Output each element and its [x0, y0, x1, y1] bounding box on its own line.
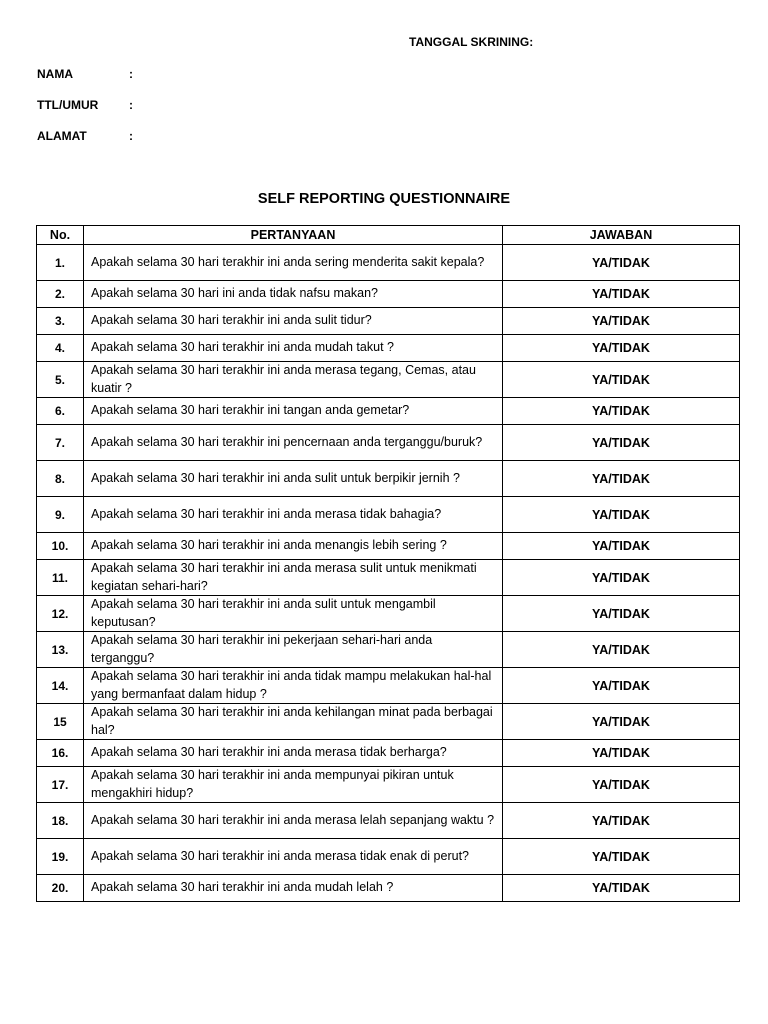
row-answer: YA/TIDAK: [503, 668, 740, 704]
row-answer: YA/TIDAK: [503, 740, 740, 767]
row-number: 5.: [37, 362, 84, 398]
row-number: 20.: [37, 875, 84, 902]
table-row: [37, 839, 740, 875]
table-row: [37, 533, 740, 560]
row-question: Apakah selama 30 hari terakhir ini anda sering menderita sakit kepala?: [84, 245, 503, 281]
questionnaire-table: [36, 225, 740, 902]
row-answer: YA/TIDAK: [503, 335, 740, 362]
row-answer: YA/TIDAK: [503, 632, 740, 668]
screening-date-label: TANGGAL SKRINING:: [409, 35, 534, 49]
row-answer: YA/TIDAK: [503, 497, 740, 533]
birth-age-field-label: TTL/UMUR: [37, 98, 99, 112]
birth-age-field: [37, 98, 133, 112]
table-row: [37, 335, 740, 362]
row-number: 2.: [37, 281, 84, 308]
birth-age-field-separator: :: [129, 98, 133, 112]
row-number: 8.: [37, 461, 84, 497]
row-question: Apakah selama 30 hari terakhir ini anda merasa sulit untuk menikmati kegiatan sehari-hari?: [84, 560, 503, 596]
row-question: Apakah selama 30 hari terakhir ini anda mudah lelah ?: [84, 875, 503, 902]
table-row: [37, 308, 740, 335]
column-header-question: PERTANYAAN: [84, 226, 503, 245]
table-row: [37, 668, 740, 704]
row-answer: YA/TIDAK: [503, 803, 740, 839]
row-question: Apakah selama 30 hari terakhir ini anda merasa lelah sepanjang waktu ?: [84, 803, 503, 839]
table-row: [37, 362, 740, 398]
row-question: Apakah selama 30 hari terakhir ini pekerjaan sehari-hari anda terganggu?: [84, 632, 503, 668]
row-answer: YA/TIDAK: [503, 839, 740, 875]
row-number: 17.: [37, 767, 84, 803]
row-question: Apakah selama 30 hari terakhir ini anda sulit untuk berpikir jernih ?: [84, 461, 503, 497]
table-row: [37, 875, 740, 902]
table-row: [37, 596, 740, 632]
row-answer: YA/TIDAK: [503, 704, 740, 740]
name-field-separator: :: [129, 67, 133, 81]
row-answer: YA/TIDAK: [503, 767, 740, 803]
name-field: [37, 67, 133, 81]
row-answer: YA/TIDAK: [503, 875, 740, 902]
row-number: 4.: [37, 335, 84, 362]
row-answer: YA/TIDAK: [503, 560, 740, 596]
row-question: Apakah selama 30 hari terakhir ini anda sulit untuk mengambil keputusan?: [84, 596, 503, 632]
row-number: 11.: [37, 560, 84, 596]
row-number: 14.: [37, 668, 84, 704]
name-field-label: NAMA: [37, 67, 73, 81]
row-question: Apakah selama 30 hari terakhir ini anda merasa tegang, Cemas, atau kuatir ?: [84, 362, 503, 398]
row-answer: YA/TIDAK: [503, 362, 740, 398]
table-row: [37, 497, 740, 533]
table-row: [37, 632, 740, 668]
row-question: Apakah selama 30 hari terakhir ini pencernaan anda terganggu/buruk?: [84, 425, 503, 461]
row-number: 9.: [37, 497, 84, 533]
row-answer: YA/TIDAK: [503, 596, 740, 632]
table-row: [37, 704, 740, 740]
table-row: [37, 281, 740, 308]
address-field-separator: :: [129, 129, 133, 143]
row-number: 19.: [37, 839, 84, 875]
row-question: Apakah selama 30 hari terakhir ini anda merasa tidak bahagia?: [84, 497, 503, 533]
column-header-no: No.: [37, 226, 84, 245]
row-question: Apakah selama 30 hari terakhir ini anda merasa tidak enak di perut?: [84, 839, 503, 875]
table-row: [37, 425, 740, 461]
table-row: [37, 740, 740, 767]
row-number: 18.: [37, 803, 84, 839]
row-number: 10.: [37, 533, 84, 560]
row-question: Apakah selama 30 hari ini anda tidak nafsu makan?: [84, 281, 503, 308]
row-answer: YA/TIDAK: [503, 533, 740, 560]
table-row: [37, 560, 740, 596]
row-question: Apakah selama 30 hari terakhir ini anda merasa tidak berharga?: [84, 740, 503, 767]
table-row: [37, 245, 740, 281]
table-row: [37, 398, 740, 425]
row-number: 6.: [37, 398, 84, 425]
row-number: 7.: [37, 425, 84, 461]
row-number: 16.: [37, 740, 84, 767]
row-question: Apakah selama 30 hari terakhir ini anda mudah takut ?: [84, 335, 503, 362]
row-question: Apakah selama 30 hari terakhir ini anda mempunyai pikiran untuk mengakhiri hidup?: [84, 767, 503, 803]
row-answer: YA/TIDAK: [503, 425, 740, 461]
table-row: [37, 803, 740, 839]
column-header-answer: JAWABAN: [503, 226, 740, 245]
row-question: Apakah selama 30 hari terakhir ini anda kehilangan minat pada berbagai hal?: [84, 704, 503, 740]
address-field: [37, 129, 133, 143]
row-answer: YA/TIDAK: [503, 461, 740, 497]
row-number: 1.: [37, 245, 84, 281]
row-answer: YA/TIDAK: [503, 281, 740, 308]
row-answer: YA/TIDAK: [503, 398, 740, 425]
table-row: [37, 461, 740, 497]
address-field-label: ALAMAT: [37, 129, 87, 143]
row-number: 3.: [37, 308, 84, 335]
row-number: 15: [37, 704, 84, 740]
document-title: SELF REPORTING QUESTIONNAIRE: [257, 191, 511, 207]
row-question: Apakah selama 30 hari terakhir ini anda sulit tidur?: [84, 308, 503, 335]
table-row: [37, 767, 740, 803]
row-answer: YA/TIDAK: [503, 245, 740, 281]
row-number: 13.: [37, 632, 84, 668]
row-answer: YA/TIDAK: [503, 308, 740, 335]
row-question: Apakah selama 30 hari terakhir ini anda tidak mampu melakukan hal-hal yang bermanfaat dalam hidup ?: [84, 668, 503, 704]
row-question: Apakah selama 30 hari terakhir ini anda menangis lebih sering ?: [84, 533, 503, 560]
table-header-row: [37, 226, 740, 245]
row-question: Apakah selama 30 hari terakhir ini tangan anda gemetar?: [84, 398, 503, 425]
row-number: 12.: [37, 596, 84, 632]
